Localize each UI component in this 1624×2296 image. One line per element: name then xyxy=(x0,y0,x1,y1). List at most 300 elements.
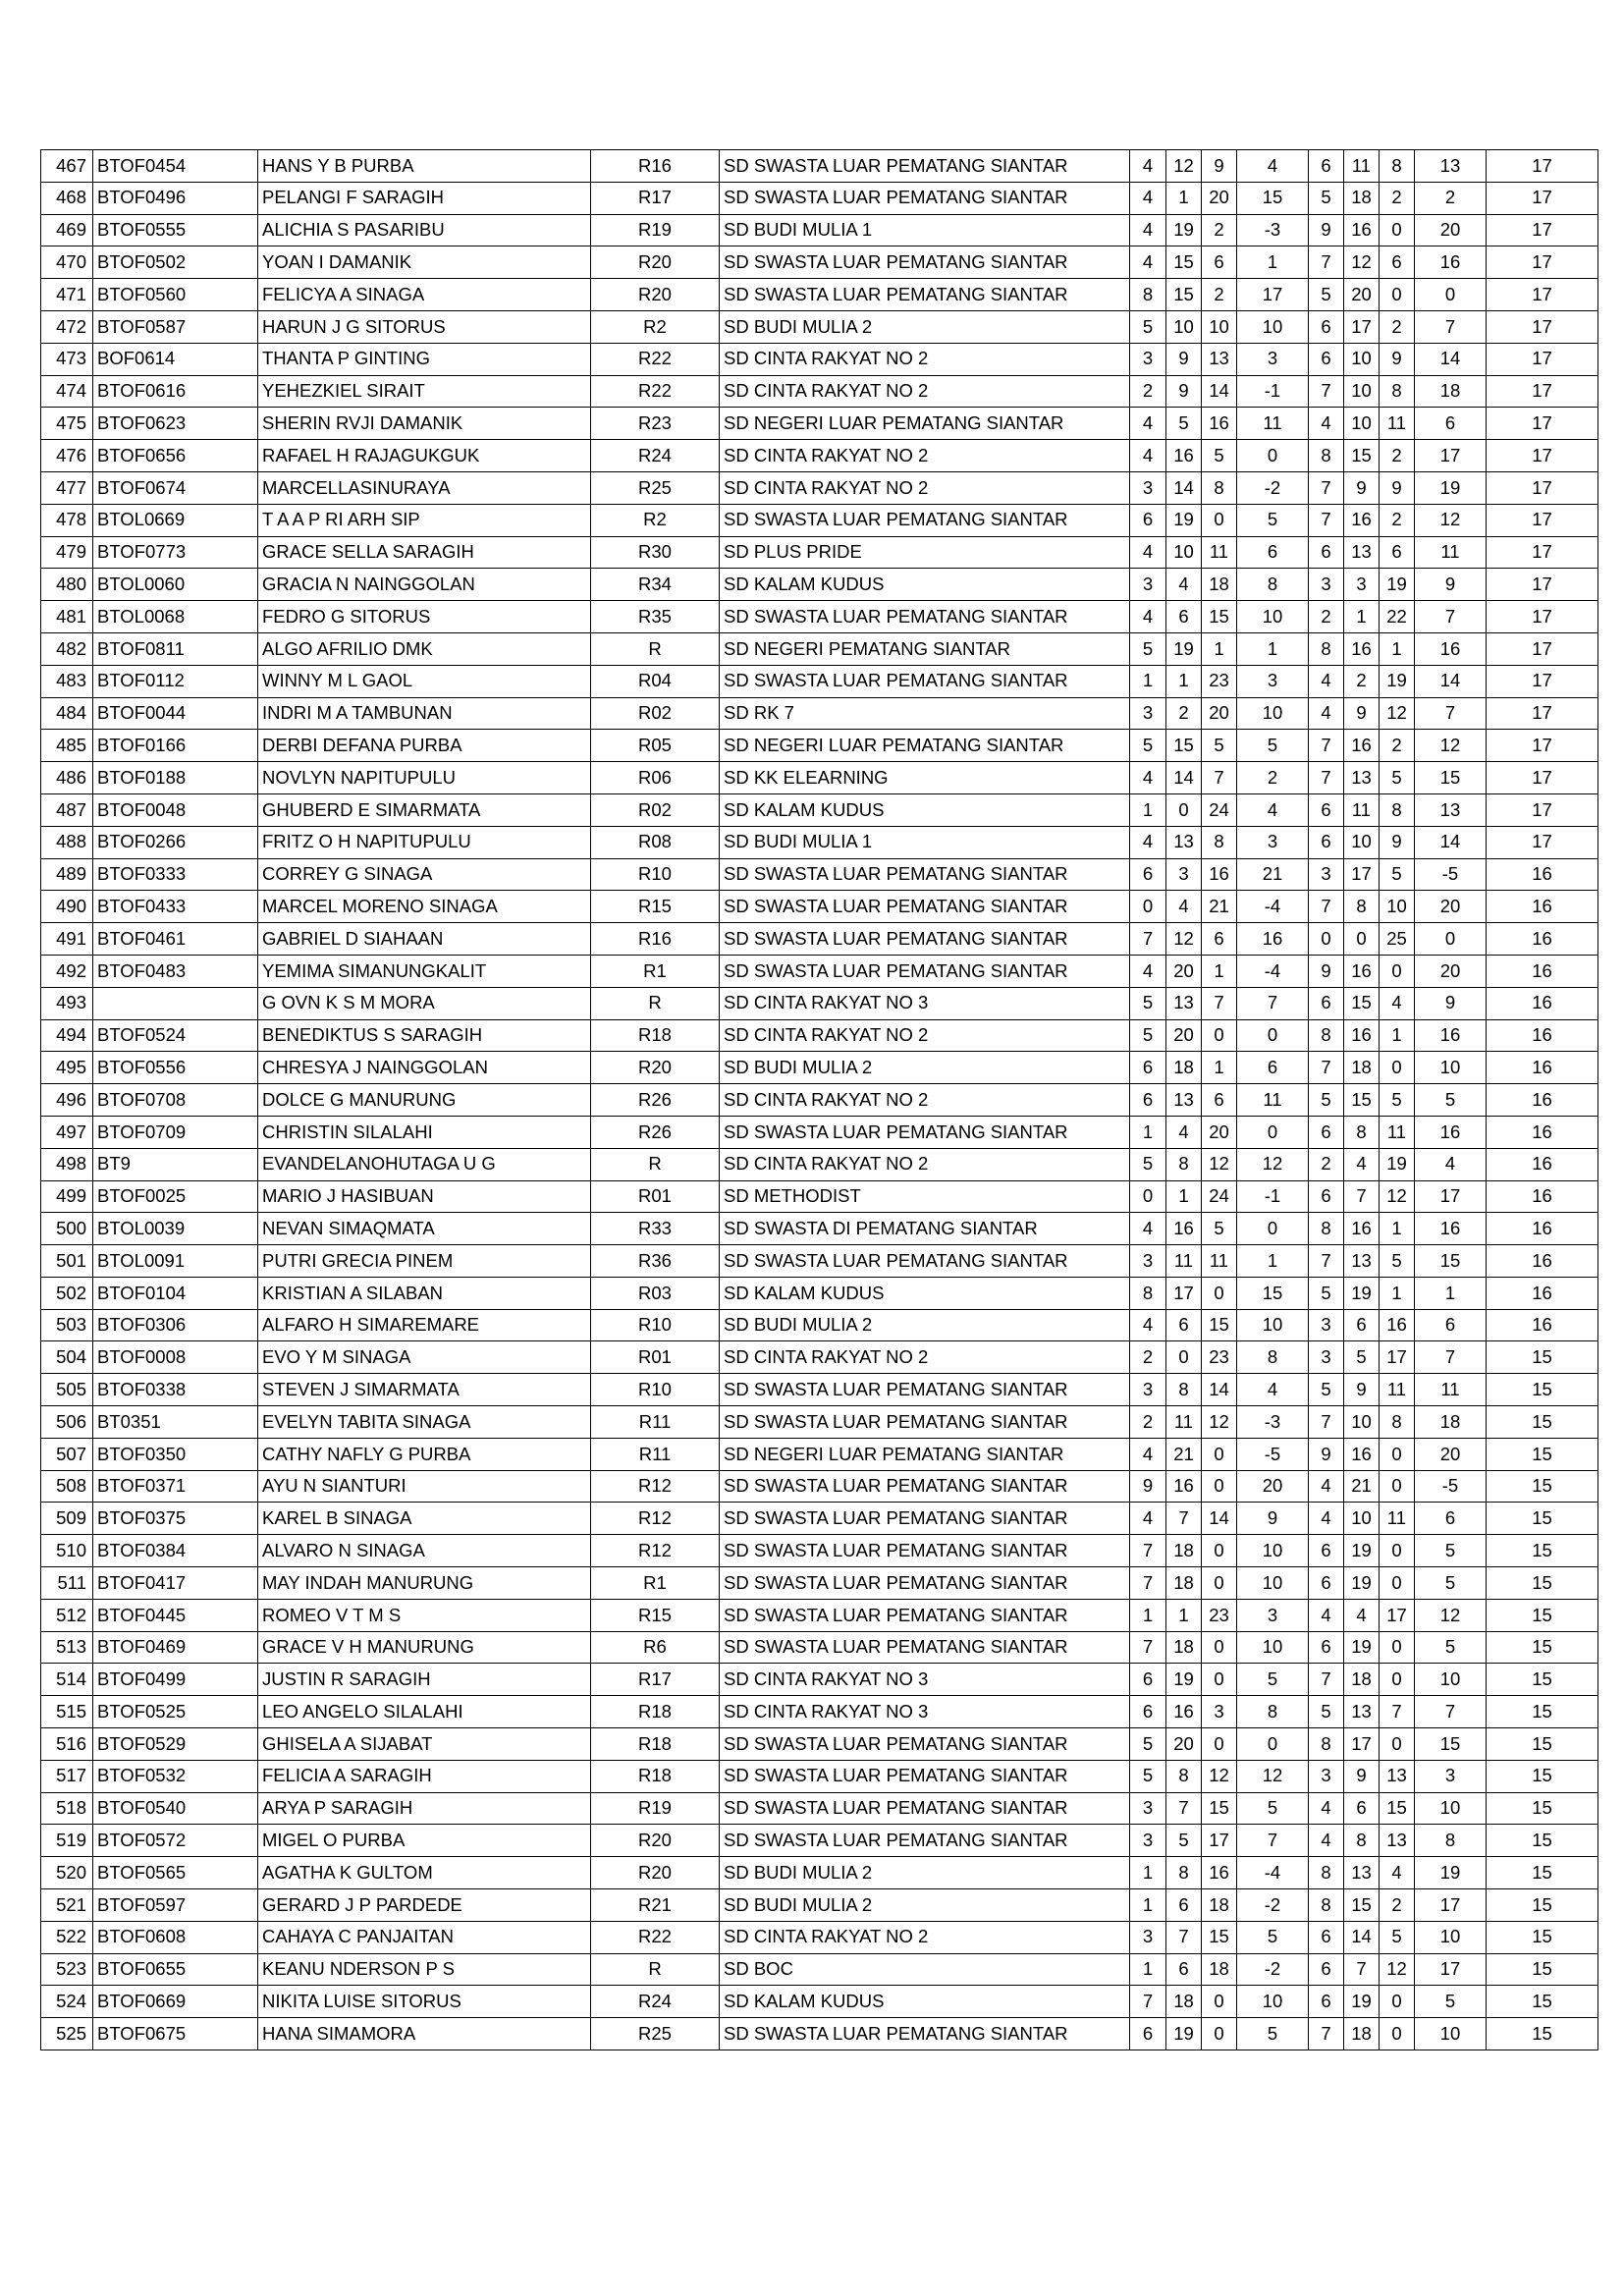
cell-score-b3: 17 xyxy=(1380,1599,1415,1631)
cell-score-a3: 0 xyxy=(1202,1567,1237,1600)
cell-score-b2: 1 xyxy=(1344,601,1380,633)
results-table xyxy=(40,149,1598,2050)
cell-room-code: R35 xyxy=(591,601,720,633)
cell-student-id: BTOF0572 xyxy=(93,1825,258,1857)
cell-score-b3: 1 xyxy=(1380,632,1415,665)
cell-student-name: GRACE SELLA SARAGIH xyxy=(258,536,591,569)
cell-score-a3: 16 xyxy=(1202,408,1237,440)
cell-room-code: R22 xyxy=(591,375,720,408)
cell-score-a2: 19 xyxy=(1166,632,1202,665)
cell-score-a3: 6 xyxy=(1202,246,1237,279)
cell-score-a1: 5 xyxy=(1130,1019,1166,1052)
cell-score-a1: 4 xyxy=(1130,440,1166,472)
cell-school-name: SD SWASTA LUAR PEMATANG SIANTAR xyxy=(720,665,1130,697)
cell-school-name: SD CINTA RAKYAT NO 2 xyxy=(720,375,1130,408)
cell-score-a-total: 11 xyxy=(1237,408,1309,440)
table-row xyxy=(41,375,1598,408)
cell-score-b3: 11 xyxy=(1380,1374,1415,1406)
cell-row-number: 481 xyxy=(41,601,93,633)
cell-score-b3: 2 xyxy=(1380,1889,1415,1922)
cell-score-a-total: -3 xyxy=(1237,1406,1309,1439)
cell-school-name: SD SWASTA LUAR PEMATANG SIANTAR xyxy=(720,1631,1130,1664)
cell-school-name: SD SWASTA LUAR PEMATANG SIANTAR xyxy=(720,1374,1130,1406)
cell-row-number: 473 xyxy=(41,343,93,375)
cell-score-b1: 0 xyxy=(1309,923,1344,956)
cell-score-a3: 16 xyxy=(1202,858,1237,891)
cell-score-b-total: 3 xyxy=(1415,1760,1487,1792)
cell-score-b2: 18 xyxy=(1344,1664,1380,1696)
cell-school-name: SD BUDI MULIA 2 xyxy=(720,1857,1130,1889)
table-row xyxy=(41,1245,1598,1278)
cell-score-b3: 0 xyxy=(1380,2018,1415,2050)
cell-final-score: 17 xyxy=(1487,150,1598,183)
cell-room-code: R6 xyxy=(591,1631,720,1664)
cell-score-b-total: 17 xyxy=(1415,440,1487,472)
cell-score-b2: 18 xyxy=(1344,1052,1380,1084)
cell-row-number: 521 xyxy=(41,1889,93,1922)
cell-student-name: GRACE V H MANURUNG xyxy=(258,1631,591,1664)
cell-student-name: YOAN I DAMANIK xyxy=(258,246,591,279)
cell-score-b3: 0 xyxy=(1380,1986,1415,2018)
cell-row-number: 493 xyxy=(41,987,93,1019)
table-row xyxy=(41,279,1598,311)
cell-student-id: BTOF0708 xyxy=(93,1084,258,1117)
cell-score-b-total: 18 xyxy=(1415,375,1487,408)
cell-score-a1: 8 xyxy=(1130,279,1166,311)
cell-score-a3: 23 xyxy=(1202,1341,1237,1374)
cell-student-id: BTOF0104 xyxy=(93,1277,258,1309)
cell-student-name: NIKITA LUISE SITORUS xyxy=(258,1986,591,2018)
cell-score-b2: 17 xyxy=(1344,858,1380,891)
cell-score-a3: 12 xyxy=(1202,1148,1237,1180)
cell-score-b2: 17 xyxy=(1344,310,1380,343)
cell-score-a2: 19 xyxy=(1166,1664,1202,1696)
cell-score-b3: 6 xyxy=(1380,536,1415,569)
cell-score-a3: 18 xyxy=(1202,1889,1237,1922)
cell-score-b-total: 14 xyxy=(1415,343,1487,375)
cell-student-id: BTOF0773 xyxy=(93,536,258,569)
cell-score-b1: 4 xyxy=(1309,1470,1344,1503)
cell-school-name: SD SWASTA LUAR PEMATANG SIANTAR xyxy=(720,1116,1130,1148)
cell-score-b-total: 10 xyxy=(1415,2018,1487,2050)
cell-final-score: 16 xyxy=(1487,1245,1598,1278)
cell-student-name: CATHY NAFLY G PURBA xyxy=(258,1438,591,1470)
cell-student-id: BTOF0675 xyxy=(93,2018,258,2050)
cell-score-b1: 7 xyxy=(1309,246,1344,279)
cell-score-a-total: 5 xyxy=(1237,2018,1309,2050)
cell-score-b2: 19 xyxy=(1344,1986,1380,2018)
cell-row-number: 518 xyxy=(41,1792,93,1825)
cell-student-name: DOLCE G MANURUNG xyxy=(258,1084,591,1117)
cell-score-a3: 20 xyxy=(1202,1116,1237,1148)
cell-room-code: R19 xyxy=(591,1792,720,1825)
cell-room-code: R11 xyxy=(591,1438,720,1470)
cell-student-id: BTOF0433 xyxy=(93,891,258,923)
cell-score-b1: 4 xyxy=(1309,665,1344,697)
cell-score-b2: 5 xyxy=(1344,1341,1380,1374)
cell-score-a1: 1 xyxy=(1130,1857,1166,1889)
cell-score-b3: 1 xyxy=(1380,1019,1415,1052)
cell-row-number: 510 xyxy=(41,1535,93,1567)
cell-row-number: 498 xyxy=(41,1148,93,1180)
cell-room-code: R08 xyxy=(591,826,720,858)
cell-score-a2: 5 xyxy=(1166,1825,1202,1857)
cell-student-id: BTOF0560 xyxy=(93,279,258,311)
cell-score-a2: 18 xyxy=(1166,1986,1202,2018)
cell-final-score: 17 xyxy=(1487,665,1598,697)
cell-score-b-total: 11 xyxy=(1415,536,1487,569)
cell-score-a1: 4 xyxy=(1130,150,1166,183)
cell-student-id: BTOF0565 xyxy=(93,1857,258,1889)
cell-final-score: 17 xyxy=(1487,279,1598,311)
cell-final-score: 16 xyxy=(1487,1277,1598,1309)
cell-row-number: 475 xyxy=(41,408,93,440)
table-row xyxy=(41,601,1598,633)
cell-student-name: GHUBERD E SIMARMATA xyxy=(258,793,591,826)
cell-student-id: BTOF0048 xyxy=(93,793,258,826)
cell-score-a-total: 4 xyxy=(1237,150,1309,183)
cell-score-b3: 4 xyxy=(1380,987,1415,1019)
cell-score-a-total: -1 xyxy=(1237,375,1309,408)
cell-final-score: 16 xyxy=(1487,1213,1598,1245)
cell-score-a2: 8 xyxy=(1166,1760,1202,1792)
cell-final-score: 15 xyxy=(1487,2018,1598,2050)
cell-score-b2: 11 xyxy=(1344,793,1380,826)
cell-final-score: 16 xyxy=(1487,987,1598,1019)
cell-row-number: 485 xyxy=(41,730,93,762)
cell-final-score: 16 xyxy=(1487,1019,1598,1052)
cell-score-a2: 20 xyxy=(1166,1019,1202,1052)
cell-student-id xyxy=(93,987,258,1019)
cell-row-number: 490 xyxy=(41,891,93,923)
cell-score-b3: 5 xyxy=(1380,762,1415,794)
cell-student-id: BTOF0496 xyxy=(93,182,258,214)
cell-score-a3: 5 xyxy=(1202,730,1237,762)
cell-score-a2: 19 xyxy=(1166,214,1202,246)
cell-student-name: HANA SIMAMORA xyxy=(258,2018,591,2050)
cell-student-id: BTOL0091 xyxy=(93,1245,258,1278)
table-row xyxy=(41,665,1598,697)
cell-score-b-total: 6 xyxy=(1415,1503,1487,1535)
cell-student-id: BTOF0540 xyxy=(93,1792,258,1825)
cell-score-b-total: 5 xyxy=(1415,1084,1487,1117)
cell-score-b-total: -5 xyxy=(1415,1470,1487,1503)
cell-school-name: SD SWASTA LUAR PEMATANG SIANTAR xyxy=(720,182,1130,214)
cell-final-score: 17 xyxy=(1487,375,1598,408)
table-row xyxy=(41,1567,1598,1600)
cell-score-b1: 6 xyxy=(1309,1116,1344,1148)
cell-row-number: 508 xyxy=(41,1470,93,1503)
cell-score-a2: 15 xyxy=(1166,730,1202,762)
cell-score-b2: 6 xyxy=(1344,1792,1380,1825)
cell-score-b2: 7 xyxy=(1344,1180,1380,1213)
cell-school-name: SD CINTA RAKYAT NO 2 xyxy=(720,1019,1130,1052)
cell-score-b-total: 16 xyxy=(1415,632,1487,665)
cell-school-name: SD SWASTA LUAR PEMATANG SIANTAR xyxy=(720,1728,1130,1761)
cell-school-name: SD SWASTA LUAR PEMATANG SIANTAR xyxy=(720,1503,1130,1535)
cell-school-name: SD SWASTA LUAR PEMATANG SIANTAR xyxy=(720,1792,1130,1825)
cell-room-code: R02 xyxy=(591,697,720,730)
cell-score-b2: 14 xyxy=(1344,1921,1380,1953)
cell-score-a-total: 1 xyxy=(1237,632,1309,665)
cell-student-name: ALVARO N SINAGA xyxy=(258,1535,591,1567)
cell-school-name: SD PLUS PRIDE xyxy=(720,536,1130,569)
table-row xyxy=(41,214,1598,246)
cell-score-b3: 0 xyxy=(1380,1470,1415,1503)
cell-final-score: 15 xyxy=(1487,1599,1598,1631)
cell-row-number: 492 xyxy=(41,955,93,987)
cell-score-a-total: 2 xyxy=(1237,762,1309,794)
cell-score-a3: 9 xyxy=(1202,150,1237,183)
cell-score-a3: 0 xyxy=(1202,1728,1237,1761)
table-row xyxy=(41,1792,1598,1825)
cell-score-b3: 0 xyxy=(1380,1664,1415,1696)
cell-score-a-total: 7 xyxy=(1237,987,1309,1019)
cell-student-name: CAHAYA C PANJAITAN xyxy=(258,1921,591,1953)
cell-score-a-total: -4 xyxy=(1237,891,1309,923)
cell-score-a-total: 5 xyxy=(1237,504,1309,536)
cell-score-a-total: 5 xyxy=(1237,1921,1309,1953)
cell-final-score: 16 xyxy=(1487,1084,1598,1117)
table-row xyxy=(41,1374,1598,1406)
cell-row-number: 471 xyxy=(41,279,93,311)
cell-score-b1: 6 xyxy=(1309,536,1344,569)
cell-school-name: SD CINTA RAKYAT NO 2 xyxy=(720,343,1130,375)
cell-room-code: R12 xyxy=(591,1470,720,1503)
cell-final-score: 17 xyxy=(1487,697,1598,730)
cell-final-score: 15 xyxy=(1487,1857,1598,1889)
cell-room-code: R10 xyxy=(591,1309,720,1341)
cell-score-a1: 7 xyxy=(1130,1535,1166,1567)
cell-row-number: 511 xyxy=(41,1567,93,1600)
cell-student-id: BTOF0112 xyxy=(93,665,258,697)
cell-score-a3: 13 xyxy=(1202,343,1237,375)
cell-score-b1: 3 xyxy=(1309,1760,1344,1792)
cell-room-code: R24 xyxy=(591,440,720,472)
cell-score-b2: 9 xyxy=(1344,697,1380,730)
cell-room-code: R24 xyxy=(591,1986,720,2018)
cell-row-number: 506 xyxy=(41,1406,93,1439)
cell-score-a3: 0 xyxy=(1202,1438,1237,1470)
cell-school-name: SD SWASTA LUAR PEMATANG SIANTAR xyxy=(720,1599,1130,1631)
cell-student-name: SHERIN RVJI DAMANIK xyxy=(258,408,591,440)
cell-score-b-total: 7 xyxy=(1415,310,1487,343)
cell-final-score: 17 xyxy=(1487,504,1598,536)
cell-student-id: BTOF0445 xyxy=(93,1599,258,1631)
cell-score-b1: 5 xyxy=(1309,1696,1344,1728)
cell-final-score: 17 xyxy=(1487,214,1598,246)
cell-row-number: 517 xyxy=(41,1760,93,1792)
cell-school-name: SD SWASTA LUAR PEMATANG SIANTAR xyxy=(720,858,1130,891)
cell-final-score: 17 xyxy=(1487,826,1598,858)
cell-final-score: 17 xyxy=(1487,246,1598,279)
table-row xyxy=(41,569,1598,601)
cell-student-name: FEDRO G SITORUS xyxy=(258,601,591,633)
cell-score-a1: 4 xyxy=(1130,762,1166,794)
cell-score-b2: 19 xyxy=(1344,1631,1380,1664)
cell-score-b1: 5 xyxy=(1309,1084,1344,1117)
cell-score-b3: 16 xyxy=(1380,1309,1415,1341)
table-row xyxy=(41,1277,1598,1309)
cell-student-id: BTOF0375 xyxy=(93,1503,258,1535)
cell-score-a2: 15 xyxy=(1166,279,1202,311)
cell-row-number: 472 xyxy=(41,310,93,343)
cell-student-name: KRISTIAN A SILABAN xyxy=(258,1277,591,1309)
cell-score-b3: 5 xyxy=(1380,1084,1415,1117)
cell-school-name: SD SWASTA DI PEMATANG SIANTAR xyxy=(720,1213,1130,1245)
cell-score-b3: 7 xyxy=(1380,1696,1415,1728)
cell-score-b-total: 15 xyxy=(1415,1245,1487,1278)
cell-score-b2: 18 xyxy=(1344,182,1380,214)
cell-score-b2: 13 xyxy=(1344,762,1380,794)
cell-student-id: BTOF0469 xyxy=(93,1631,258,1664)
cell-student-name: ALFARO H SIMAREMARE xyxy=(258,1309,591,1341)
cell-final-score: 15 xyxy=(1487,1953,1598,1986)
cell-student-id: BTOF0532 xyxy=(93,1760,258,1792)
cell-score-b2: 10 xyxy=(1344,1406,1380,1439)
cell-row-number: 519 xyxy=(41,1825,93,1857)
table-row xyxy=(41,858,1598,891)
cell-score-b-total: 17 xyxy=(1415,1180,1487,1213)
cell-score-b3: 2 xyxy=(1380,730,1415,762)
cell-student-id: BT9 xyxy=(93,1148,258,1180)
cell-final-score: 15 xyxy=(1487,1825,1598,1857)
table-row xyxy=(41,1406,1598,1439)
cell-student-name: ALICHIA S PASARIBU xyxy=(258,214,591,246)
cell-score-a1: 4 xyxy=(1130,826,1166,858)
cell-score-a1: 3 xyxy=(1130,569,1166,601)
cell-school-name: SD METHODIST xyxy=(720,1180,1130,1213)
cell-score-a1: 3 xyxy=(1130,343,1166,375)
cell-student-name: AGATHA K GULTOM xyxy=(258,1857,591,1889)
cell-score-a1: 4 xyxy=(1130,1309,1166,1341)
cell-student-id: BTOF0524 xyxy=(93,1019,258,1052)
cell-score-a1: 4 xyxy=(1130,182,1166,214)
cell-score-a2: 16 xyxy=(1166,1213,1202,1245)
cell-student-name: GHISELA A SIJABAT xyxy=(258,1728,591,1761)
cell-student-id: BTOF0655 xyxy=(93,1953,258,1986)
cell-room-code: R22 xyxy=(591,343,720,375)
cell-score-a2: 18 xyxy=(1166,1535,1202,1567)
cell-score-b3: 9 xyxy=(1380,471,1415,504)
cell-score-a2: 6 xyxy=(1166,1309,1202,1341)
cell-score-a1: 4 xyxy=(1130,214,1166,246)
cell-final-score: 17 xyxy=(1487,762,1598,794)
cell-room-code: R36 xyxy=(591,1245,720,1278)
cell-room-code: R26 xyxy=(591,1116,720,1148)
cell-score-b-total: 14 xyxy=(1415,665,1487,697)
cell-score-b-total: 5 xyxy=(1415,1631,1487,1664)
cell-student-id: BTOF0266 xyxy=(93,826,258,858)
cell-final-score: 17 xyxy=(1487,632,1598,665)
cell-score-b2: 17 xyxy=(1344,1728,1380,1761)
cell-room-code: R05 xyxy=(591,730,720,762)
table-row xyxy=(41,536,1598,569)
cell-student-name: GERARD J P PARDEDE xyxy=(258,1889,591,1922)
cell-row-number: 489 xyxy=(41,858,93,891)
cell-score-a-total: 12 xyxy=(1237,1148,1309,1180)
cell-final-score: 17 xyxy=(1487,343,1598,375)
cell-final-score: 15 xyxy=(1487,1341,1598,1374)
cell-school-name: SD CINTA RAKYAT NO 2 xyxy=(720,1148,1130,1180)
cell-school-name: SD NEGERI LUAR PEMATANG SIANTAR xyxy=(720,1438,1130,1470)
cell-student-name: MARIO J HASIBUAN xyxy=(258,1180,591,1213)
cell-score-b2: 15 xyxy=(1344,987,1380,1019)
cell-school-name: SD RK 7 xyxy=(720,697,1130,730)
cell-school-name: SD SWASTA LUAR PEMATANG SIANTAR xyxy=(720,1567,1130,1600)
cell-student-name: YEMIMA SIMANUNGKALIT xyxy=(258,955,591,987)
cell-score-a1: 6 xyxy=(1130,504,1166,536)
cell-score-a3: 0 xyxy=(1202,1019,1237,1052)
cell-score-b1: 4 xyxy=(1309,1599,1344,1631)
cell-score-b1: 7 xyxy=(1309,730,1344,762)
cell-room-code: R20 xyxy=(591,246,720,279)
cell-score-a-total: 21 xyxy=(1237,858,1309,891)
cell-score-a1: 3 xyxy=(1130,1245,1166,1278)
cell-score-b2: 15 xyxy=(1344,1889,1380,1922)
cell-final-score: 15 xyxy=(1487,1470,1598,1503)
cell-student-id: BTOF0025 xyxy=(93,1180,258,1213)
cell-row-number: 525 xyxy=(41,2018,93,2050)
cell-score-b-total: 5 xyxy=(1415,1567,1487,1600)
cell-room-code: R21 xyxy=(591,1889,720,1922)
cell-school-name: SD BUDI MULIA 1 xyxy=(720,826,1130,858)
cell-score-b1: 6 xyxy=(1309,1631,1344,1664)
cell-score-a2: 1 xyxy=(1166,665,1202,697)
cell-score-a3: 14 xyxy=(1202,1503,1237,1535)
cell-score-a1: 1 xyxy=(1130,1116,1166,1148)
cell-score-a-total: 15 xyxy=(1237,182,1309,214)
cell-score-b-total: 10 xyxy=(1415,1052,1487,1084)
table-row xyxy=(41,1309,1598,1341)
cell-score-a2: 19 xyxy=(1166,2018,1202,2050)
cell-score-a1: 1 xyxy=(1130,793,1166,826)
cell-student-id: BTOF0008 xyxy=(93,1341,258,1374)
cell-room-code: R17 xyxy=(591,1664,720,1696)
cell-score-a3: 1 xyxy=(1202,632,1237,665)
cell-row-number: 505 xyxy=(41,1374,93,1406)
cell-score-a1: 2 xyxy=(1130,1341,1166,1374)
cell-score-b-total: 10 xyxy=(1415,1664,1487,1696)
cell-school-name: SD SWASTA LUAR PEMATANG SIANTAR xyxy=(720,150,1130,183)
cell-room-code: R17 xyxy=(591,182,720,214)
cell-student-id: BTOF0499 xyxy=(93,1664,258,1696)
cell-score-b3: 0 xyxy=(1380,1567,1415,1600)
cell-room-code: R xyxy=(591,632,720,665)
cell-score-a2: 6 xyxy=(1166,1953,1202,1986)
cell-score-b1: 4 xyxy=(1309,697,1344,730)
table-row xyxy=(41,793,1598,826)
cell-score-a-total: 10 xyxy=(1237,310,1309,343)
cell-score-b-total: 18 xyxy=(1415,1406,1487,1439)
cell-score-a3: 15 xyxy=(1202,601,1237,633)
cell-score-b-total: 7 xyxy=(1415,697,1487,730)
cell-student-name: FRITZ O H NAPITUPULU xyxy=(258,826,591,858)
cell-score-b1: 7 xyxy=(1309,891,1344,923)
cell-score-b2: 16 xyxy=(1344,1019,1380,1052)
cell-student-id: BTOF0811 xyxy=(93,632,258,665)
cell-score-a-total: 0 xyxy=(1237,440,1309,472)
cell-score-a3: 3 xyxy=(1202,1696,1237,1728)
table-row xyxy=(41,310,1598,343)
cell-score-b1: 8 xyxy=(1309,1019,1344,1052)
cell-student-name: BENEDIKTUS S SARAGIH xyxy=(258,1019,591,1052)
cell-score-a3: 16 xyxy=(1202,1857,1237,1889)
cell-school-name: SD BUDI MULIA 1 xyxy=(720,214,1130,246)
cell-score-a-total: 10 xyxy=(1237,1986,1309,2018)
cell-student-name: ARYA P SARAGIH xyxy=(258,1792,591,1825)
cell-score-b3: 5 xyxy=(1380,1245,1415,1278)
